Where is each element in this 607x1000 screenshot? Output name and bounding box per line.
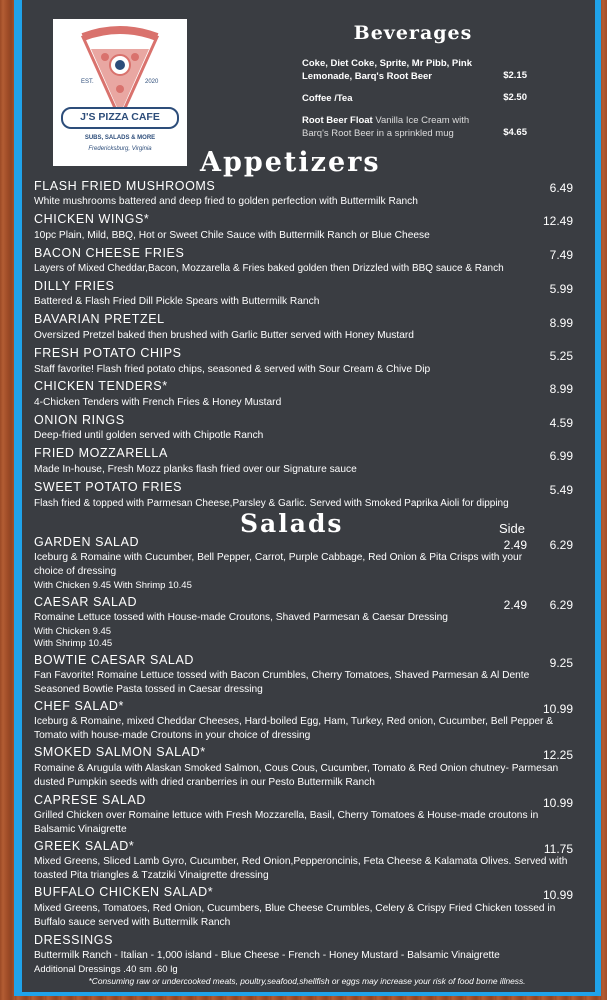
side-column-label: Side (499, 521, 526, 536)
food-safety-footnote: *Consuming raw or undercooked meats, poultry,seafood,shellfish or eggs may increase your risk of food borne illness. (88, 976, 526, 986)
appetizer-desc: Oversized Pretzel baked then brushed with Garlic Butter served with Honey Mustard (34, 330, 414, 341)
appetizer-desc: Flash fried & topped with Parmesan Cheese,Parsley & Garlic. Served with Smoked Paprika Aioli for dipping (34, 498, 509, 509)
appetizer-desc: Layers of Mixed Cheddar,Bacon, Mozzarella & Fries baked golden then Drizzled with BBQ sauce & Ranch (34, 263, 504, 274)
salad-name: CAPRESE SALAD (34, 793, 147, 807)
salad-desc: Mixed Greens, Sliced Lamb Gyro, Cucumber, Red Onion,Pepperoncinis, Feta Cheese & Kalamata Olives. Served with toasted Pita triangles & Tzatziki Vinaigrette dressing (34, 856, 568, 881)
appetizers-title: Appetizers (200, 147, 381, 178)
appetizer-price: 6.49 (549, 181, 573, 195)
beverage-name-line2: Lemonade, Barq's Root Beer (302, 71, 433, 82)
salad-desc: Grilled Chicken over Romaine lettuce with Fresh Mozzarella, Basil, Cherry Tomatoes & House-made croutons in Balsamic Vinaigrette (34, 810, 539, 835)
appetizer-name: DILLY FRIES (34, 279, 115, 293)
appetizer-price: 5.25 (549, 349, 573, 363)
logo-name: J'S PIZZA CAFE (80, 111, 160, 123)
appetizer-desc: Battered & Flash Fried Dill Pickle Spears with Buttermilk Ranch (34, 296, 320, 307)
salad-desc: Iceburg & Romaine, mixed Cheddar Cheeses, Hard-boiled Egg, Ham, Turkey, Red onion, Cucumber, Bell Pepper & Tomato with house-made Croutons in your choice of dressing (34, 716, 554, 741)
salad-extra-2: With Shrimp 10.45 (34, 638, 113, 649)
salad-name: SMOKED SALMON SALAD* (34, 745, 206, 759)
salad-price: 10.99 (542, 888, 573, 902)
logo-tagline: SUBS, SALADS & MORE (84, 135, 156, 141)
salad-desc: Romaine Lettuce tossed with House-made Croutons, Shaved Parmesan & Caesar Dressing (34, 612, 448, 623)
appetizer-price: 5.99 (549, 282, 573, 296)
appetizer-price: 8.99 (549, 382, 573, 396)
beverage-name: Root Beer Float (302, 115, 373, 126)
appetizer-desc: Deep-fried until golden served with Chipotle Ranch (34, 430, 264, 441)
appetizer-price: 12.49 (542, 214, 573, 228)
dressings-title: DRESSINGS (34, 933, 114, 947)
salad-name: BUFFALO CHICKEN SALAD* (34, 885, 214, 899)
salad-desc: Mixed Greens, Tomatoes, Red Onion, Cucumbers, Blue Cheese Crumbles, Celery & Crispy Fried Chicken tossed in Buffalo sauce served with Buttermilk Ranch (34, 903, 556, 928)
salad-side-price: 2.49 (503, 598, 527, 612)
appetizer-name: FRIED MOZZARELLA (34, 446, 168, 460)
salad-side-price: 2.49 (503, 538, 527, 552)
cafe-logo (53, 19, 187, 166)
salad-price: 6.29 (549, 538, 573, 552)
salad-name: GARDEN SALAD (34, 535, 140, 549)
beverage-price: $2.50 (503, 92, 527, 103)
beverage-desc-line2: Barq's Root Beer in a sprinkled mug (302, 128, 454, 139)
salad-name: BOWTIE CAESAR SALAD (34, 653, 195, 667)
est-label: EST. (81, 79, 94, 85)
salad-desc: Romaine & Arugula with Alaskan Smoked Salmon, Cous Cous, Cucumber, Tomato & Red Onion chutney- Parmesan dusted Pumpkin seeds with dried cranberries in our Pesto Buttermilk Ranch (34, 763, 559, 788)
appetizer-name: ONION RINGS (34, 413, 125, 427)
appetizer-name: BAVARIAN PRETZEL (34, 312, 165, 326)
appetizer-desc: White mushrooms battered and deep fried to golden perfection with Buttermilk Ranch (34, 196, 418, 207)
appetizer-name: SWEET POTATO FRIES (34, 480, 183, 494)
pizza-slice-icon (53, 19, 187, 166)
beverage-price: $2.15 (503, 70, 527, 81)
appetizer-name: CHICKEN TENDERS* (34, 379, 168, 393)
appetizer-desc: 10pc Plain, Mild, BBQ, Hot or Sweet Chile Sauce with Buttermilk Ranch or Blue Cheese (34, 230, 430, 241)
dressings-list: Buttermilk Ranch - Italian - 1,000 island - Blue Cheese - French - Honey Mustard - Balsamic Vinaigrette (34, 950, 500, 961)
salad-extra: With Chicken 9.45 (34, 626, 112, 637)
appetizer-name: CHICKEN WINGS* (34, 212, 150, 226)
beverage-item-sodas (302, 57, 472, 83)
salad-price: 12.25 (542, 748, 573, 762)
est-year: 2020 (145, 79, 159, 85)
salad-name: CAESAR SALAD (34, 595, 138, 609)
beverages-title: Beverages (353, 22, 473, 44)
salad-price: 10.99 (542, 702, 573, 716)
appetizer-name: FLASH FRIED MUSHROOMS (34, 179, 216, 193)
appetizer-name: BACON CHEESE FRIES (34, 246, 185, 260)
appetizer-price: 4.59 (549, 416, 573, 430)
appetizer-desc: Made In-house, Fresh Mozz planks flash fried over our Signature sauce (34, 464, 357, 475)
appetizer-price: 5.49 (549, 483, 573, 497)
appetizer-price: 6.99 (549, 449, 573, 463)
appetizer-name: FRESH POTATO CHIPS (34, 346, 182, 360)
salad-desc: Iceburg & Romaine with Cucumber, Bell Pepper, Carrot, Purple Cabbage, Red Onion & Pita Crisps with your choice of dressing (34, 552, 523, 577)
beverage-price: $4.65 (503, 127, 527, 138)
salad-price: 9.25 (549, 656, 573, 670)
salad-name: GREEK SALAD* (34, 839, 135, 853)
appetizer-desc: Staff favorite! Flash fried potato chips, seasoned & served with Sour Cream & Chive Dip (34, 364, 431, 375)
salad-name: CHEF SALAD* (34, 699, 124, 713)
logo-location: Fredericksburg, Virginia (88, 146, 152, 152)
salad-price: 10.99 (542, 796, 573, 810)
salads-title: Salads (240, 509, 344, 538)
beverage-item-coffee (302, 92, 353, 105)
salad-extra: With Chicken 9.45 With Shrimp 10.45 (34, 580, 192, 591)
appetizer-price: 7.49 (549, 248, 573, 262)
beverage-item-float (302, 114, 469, 140)
salad-desc: Fan Favorite! Romaine Lettuce tossed with Bacon Crumbles, Cherry Tomatoes, Shaved Parmesan & Al Dente Seasoned Bowtie Pasta tossed in Caesar dressing (34, 670, 530, 695)
beverage-desc: Vanilla Ice Cream with (372, 115, 470, 126)
beverage-name: Coke, Diet Coke, Sprite, Mr Pibb, Pink (302, 58, 472, 69)
salad-price: 6.29 (549, 598, 573, 612)
salad-price: 11.75 (543, 842, 573, 856)
appetizer-desc: 4-Chicken Tenders with French Fries & Honey Mustard (34, 397, 282, 408)
appetizer-price: 8.99 (549, 316, 573, 330)
dressings-extra: Additional Dressings .40 sm .60 lg (34, 964, 178, 975)
beverage-name: Coffee /Tea (302, 93, 353, 104)
